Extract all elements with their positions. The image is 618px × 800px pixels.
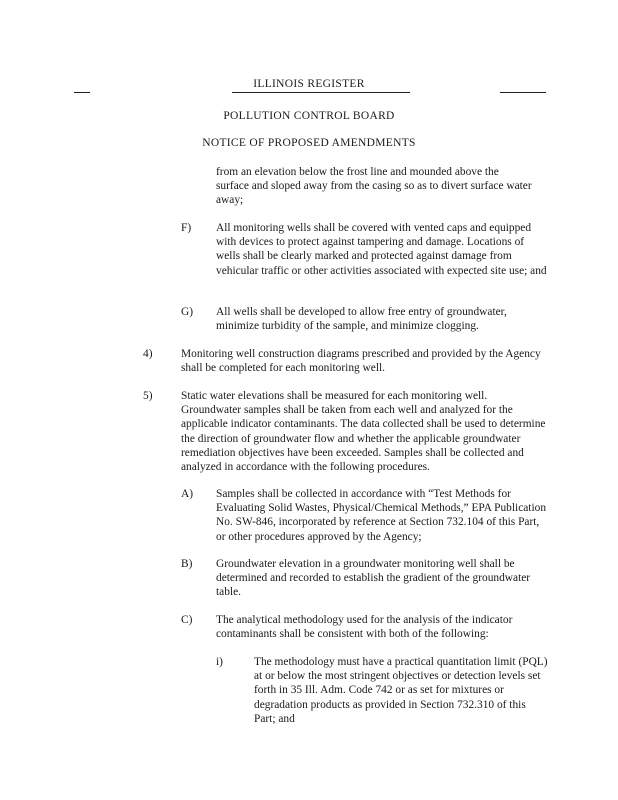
continuation-text: from an elevation below the frost line and mounded above the surface and sloped away from the casing so as to divert surface water away;	[216, 166, 532, 207]
item-b-text: Groundwater elevation in a groundwater monitoring well shall be determined and recorded to establish the gradient of the groundwater table.	[216, 558, 531, 599]
item-5-text: Static water elevations shall be measured for each monitoring well. Groundwater samples shall be taken from each well and analyzed for the applicable indicator contaminants. The data collected shall be used to determine the direction of groundwater flow and whether the applicable groundwater remediation objectives have been exceeded. Samples shall be collected and analyzed in accordance with the following procedures.	[181, 390, 546, 474]
board-title: POLLUTION CONTROL BOARD	[223, 110, 395, 122]
item-b-label: B)	[181, 558, 193, 570]
header-rule-left	[74, 92, 90, 93]
item-f-label: F)	[181, 222, 192, 234]
notice-title: NOTICE OF PROPOSED AMENDMENTS	[202, 137, 416, 149]
item-g-text: All wells shall be developed to allow free entry of groundwater, minimize turbidity of the sample, and minimize clogging.	[216, 306, 507, 333]
item-c-label: C)	[181, 614, 193, 626]
item-f-text: All monitoring wells shall be covered with vented caps and equipped with devices to protect against tampering and damage. Locations of wells shall be clearly marked and protected against damage from vehicular traffic or other activities associated with expected site use; and	[216, 222, 547, 277]
item-4-label: 4)	[143, 348, 153, 360]
item-a-text: Samples shall be collected in accordance with “Test Methods for Evaluating Solid Wastes, Physical/Chemical Methods,” EPA Publication No. SW-846, incorporated by reference at Section 732.104 of this Part, or other procedures approved by the Agency;	[216, 488, 547, 543]
item-5-label: 5)	[143, 390, 153, 402]
header-rule-right	[500, 92, 546, 93]
item-g-label: G)	[181, 306, 194, 318]
item-i-text: The methodology must have a practical quantitation limit (PQL) at or below the most stringent objectives or detection levels set forth in 35 Ill. Adm. Code 742 or as set for mixtures or degradation products as provided in Section 732.310 of this Part; and	[254, 656, 548, 725]
item-c-text: The analytical methodology used for the analysis of the indicator contaminants shall be consistent with both of the following:	[216, 614, 513, 641]
header-rule-center	[232, 92, 410, 93]
item-a-label: A)	[181, 488, 194, 500]
item-4-text: Monitoring well construction diagrams prescribed and provided by the Agency shall be completed for each monitoring well.	[181, 348, 541, 375]
item-i-label: i)	[216, 656, 223, 668]
register-title: ILLINOIS REGISTER	[253, 78, 365, 90]
